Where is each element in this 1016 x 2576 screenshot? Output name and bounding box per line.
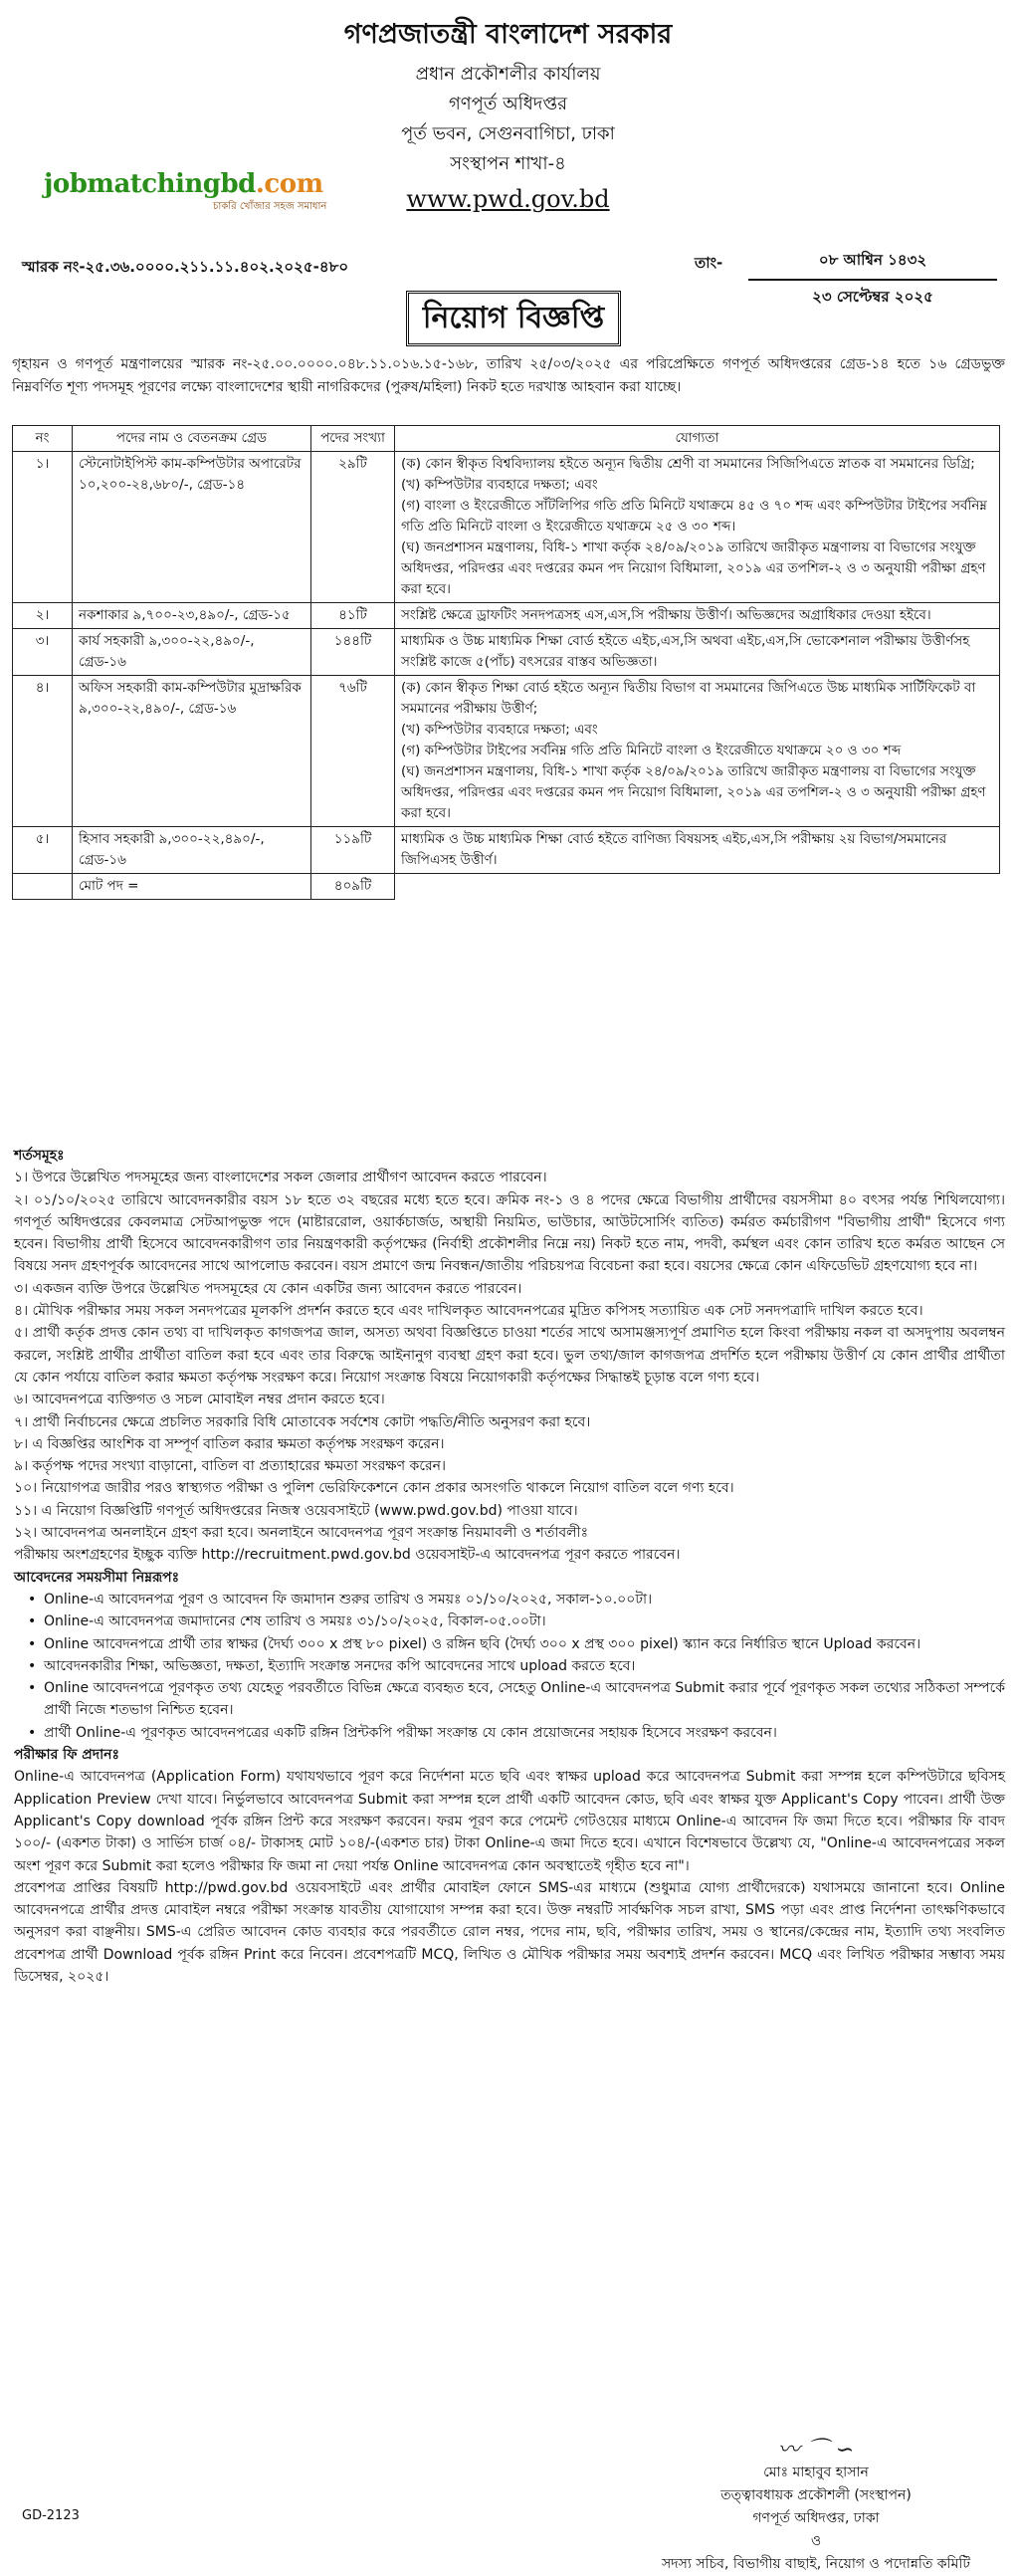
row-count: ১৪৪টি <box>311 629 395 676</box>
conditions-title: শর্তসমূহঃ <box>14 1148 65 1164</box>
table-row <box>13 827 1000 874</box>
logo-brand: jobmatchingbd <box>44 169 256 199</box>
row-post: হিসাব সহকারী ৯,৩০০-২২,৪৯০/-, গ্রেড-১৬ <box>73 827 311 874</box>
row-count: ২৯টি <box>311 452 395 603</box>
signatory-office: গণপূর্ত অধিদপ্তর, ঢাকা <box>752 2510 880 2526</box>
date-box <box>748 244 997 316</box>
row-serial: ১। <box>13 452 73 603</box>
intro-paragraph: গৃহায়ন ও গণপূর্ত মন্ত্রণালয়ের স্মারক নং-২৫.০০.০০০০.০৪৮.১১.০১৬.১৫-১৬৮, তারিখ ২৫/০৩/২০২৫ এর পরিপ্রেক্ষিতে গণপূর্ত অধিদপ্তরের গ্রেড-১৪ হতে ১৬ গ্রেডভুক্ত নিম্নবর্ণিত শূণ্য পদসমূহ পূরণের লক্ষ্যে বাংলাদেশের স্থায়ী নাগরিকদের (পুরুষ/মহিলা) নিকট হতে দরখাস্ত আহবান করা যাচ্ছে। <box>12 356 1005 395</box>
col-post: পদের নাম ও বেতনক্রম গ্রেড <box>73 426 311 452</box>
condition-item: ২। ০১/১০/২০২৫ তারিখে আবেদনকারীর বয়স ১৮ হতে ৩২ বছরের মধ্যে হতে হবে। ক্রমিক নং-১ ও ৪ পদের ক্ষেত্রে বিভাগীয় প্রার্থীদের বয়সসীমা ৪০ বৎসর পর্যন্ত শিথিলযোগ্য। গণপূর্ত অধিদপ্তরের কেবলমাত্র সেটআপভুক্ত পদে (মাষ্টাররোল, ওয়ার্কচার্জড, অস্থায়ী নিয়মিত, ভাউচার, আউটসোর্সিং ব্যতিত) কর্মরত কর্মচারীগণ "বিভাগীয় প্রার্থী" হিসেবে গণ্য হবেন। বিভাগীয় প্রার্থী হিসেবে আবেদনকারীগণ তার নিয়ন্ত্রণকারী কর্তৃপক্ষের (নির্বাহী প্রকৌশলীর নিম্নে নয়) নিকট হতে নাম, পদবী, কর্মস্থল এবং কোন তারিখ হতে কর্মরত আছেন সে বিষয়ে সনদ গ্রহণপূর্বক আবেদনের সাথে আপলোড করবেন। বয়স প্রমাণে জন্ম নিবন্ধন/জাতীয় পরিচয়পত্র বিবেচনা করা হবে। বয়সের ক্ষেত্রে কোন এফিডেভিট গ্রহণযোগ্য হবে না। <box>14 1191 1005 1275</box>
table-row <box>13 603 1000 629</box>
condition-item: ৩। একজন ব্যক্তি উপরে উল্লেখিত পদসমূহের যে কোন একটির জন্য আবেদন করতে পারবেন। <box>14 1280 522 1297</box>
condition-item: ৪। মৌখিক পরীক্ষার সময় সকল সনদপত্রের মূলকপি প্রদর্শন করতে হবে এবং দাখিলকৃত আবেদনপত্রের মুদ্রিত কপিসহ সত্যায়িত এক সেট সনদপত্রাদি দাখিল করতে হবে। <box>14 1303 923 1320</box>
date-label: তাং- <box>695 254 723 272</box>
schedule-item: • Online আবেদনপত্রে প্রার্থী তার স্বাক্ষর (দৈর্ঘ্য ৩০০ x প্রস্থ ৮০ pixel) ও রঙ্গিন ছবি (দৈর্ঘ্য ৩০০ x প্রস্থ ৩০০ pixel) স্ক্যান করে নির্ধারিত স্থানে Upload করবেন। <box>14 1633 1005 1655</box>
watermark-logo <box>44 169 327 212</box>
signatory-designation: তত্ত্বাবধায়ক প্রকৌশলী (সংস্থাপন) <box>720 2487 912 2503</box>
row-post: কার্য সহকারী ৯,৩০০-২২,৪৯০/-, গ্রেড-১৬ <box>73 629 311 676</box>
condition-item: ৭। প্রার্থী নির্বাচনের ক্ষেত্রে প্রচলিত সরকারি বিধি মোতাবেক সর্বশেষ কোটা পদ্ধতি/নীতি অনুসরণ করা হবে। <box>14 1413 591 1430</box>
row-serial: ৪। <box>13 676 73 827</box>
branch-name: সংস্থাপন শাখা-৪ <box>450 153 566 174</box>
signatory-committee: সদস্য সচিব, বিভাগীয় বাছাই, নিয়োগ ও পদোন্নতি কমিটি <box>662 2556 970 2572</box>
condition-item: ১০। নিয়োগপত্র জারীর পরও স্বাস্থ্যগত পরীক্ষা ও পুলিশ ভেরিফিকেশনে কোন প্রকার অসংগতি থাকলে নিয়োগ বাতিল বলে গণ্য হবে। <box>14 1480 734 1497</box>
row-qualification <box>395 452 1000 603</box>
qual-line: (ঘ) জনপ্রশাসন মন্ত্রণালয়, বিধি-১ শাখা কর্তৃক ২৪/০৯/২০১৯ তারিখে জারীকৃত মন্ত্রণালয় বা বিভাগের সংযুক্ত অধিদপ্তর, পরিদপ্তর এবং দপ্তরের কমন পদ নিয়োগ বিধিমালা, ২০১৯ এর তপশিল-২ ও ৩ অনুযায়ী পরীক্ষা গ্রহণ করা হবে। <box>401 539 986 597</box>
row-qualification <box>395 603 1000 629</box>
row-serial: ৫। <box>13 827 73 874</box>
col-count: পদের সংখ্যা <box>311 426 395 452</box>
qual-line: (খ) কম্পিউটার ব্যবহারে দক্ষতা; এবং <box>401 477 598 493</box>
qual-line: (গ) বাংলা ও ইংরেজীতে সাঁটলিপির গতি প্রতি মিনিটে যথাক্রমে ৪৫ ও ৭০ শব্দ এবং কম্পিউটার টাইপের সর্বনিম্ন গতি প্রতি মিনিটে বাংলা ও ইংরেজীতে যথাক্রমে ২৫ ও ৩০ শব্দ। <box>401 498 987 535</box>
row-post: অফিস সহকারী কাম-কম্পিউটার মুদ্রাক্ষরিক ৯,৩০০-২২,৪৯০/-, গ্রেড-১৬ <box>73 676 311 827</box>
row-count: ১১৯টি <box>311 827 395 874</box>
qual-line: (ক) কোন স্বীকৃত বিশ্ববিদ্যালয় হইতে অন্যূন দ্বিতীয় শ্রেণী বা সমমানের সিজিপিএতে স্নাতক বা সমমানের ডিগ্রি; <box>401 456 975 472</box>
posts-table <box>12 425 1000 900</box>
table-row <box>13 629 1000 676</box>
qual-line: (ক) কোন স্বীকৃত শিক্ষা বোর্ড হইতে অন্যূন দ্বিতীয় বিভাগ বা সমমানের জিপিএতে উচ্চ মাধ্যমিক সার্টিফিকেট বা সমমানের পরীক্ষায় উত্তীর্ণ; <box>401 680 976 717</box>
row-post: স্টেনোটাইপিস্ট কাম-কম্পিউটার অপারেটর ১০,২০০-২৪,৬৮০/-, গ্রেড-১৪ <box>73 452 311 603</box>
row-count: ৪১টি <box>311 603 395 629</box>
qual-line: মাধ্যমিক ও উচ্চ মাধ্যমিক শিক্ষা বোর্ড হইতে বাণিজ্য বিষয়সহ এইচ,এস,সি পরীক্ষায় ২য় বিভাগ/সমমানের জিপিএসহ উত্তীর্ণ। <box>401 831 947 868</box>
total-value: ৪০৯টি <box>311 874 395 900</box>
table-header-row <box>13 426 1000 452</box>
col-qualification: যোগ্যতা <box>395 426 1000 452</box>
row-count: ৭৬টি <box>311 676 395 827</box>
footer-code: GD-2123 <box>22 2508 80 2523</box>
col-serial: নং <box>13 426 73 452</box>
row-serial: ২। <box>13 603 73 629</box>
fee-paragraph: Online-এ আবেদনপত্র (Application Form) যথাযথভাবে পূরণ করে নির্দেশনা মতে ছবি এবং স্বাক্ষর upload করে আবেদনপত্র Submit করা সম্পন্ন হলে কম্পিউটারে ছবিসহ Application Preview দেখা যাবে। নির্ভুলভাবে আবেদনপত্র Submit করা সম্পন্ন হলে প্রার্থী একটি আবেদন কোড, ছবি এবং স্বাক্ষর যুক্ত Applicant's Copy পাবেন। প্রার্থী উক্ত Applicant's Copy download পূর্বক রঙ্গিন প্রিন্ট করে সংরক্ষণ করবেন। ফরম পূরণ করে পেমেন্ট গেটওয়ের মাধ্যমে Online-এ আবেদন ফি জমা দিতে হবে। পরীক্ষার ফি বাবদ ১০০/- (একশত টাকা) ও সার্ভিস চার্জ ০৪/- টাকাসহ মোট ১০৪/-(একশত চার) টাকা Online-এ জমা দিতে হবে। এখানে বিশেষভাবে উল্লেখ্য যে, "Online-এ আবেদনপত্রের সকল অংশ পূরণ করে Submit করা হলেও পরীক্ষার ফি জমা না দেয়া পর্যন্ত Online আবেদনপত্র কোন অবস্থাতেই গৃহীত হবে না"। <box>14 1769 1005 1874</box>
office-name: প্রধান প্রকৌশলীর কার্যালয় <box>415 64 601 85</box>
date-english: ২৩ সেপ্টেম্বর ২০২৫ <box>812 288 933 306</box>
condition-item: ৯। কর্তৃপক্ষ পদের সংখ্যা বাড়ানো, বাতিল বা প্রত্যাহারের ক্ষমতা সংরক্ষণ করেন। <box>14 1458 447 1475</box>
date-bangla: ০৮ আশ্বিন ১৪৩২ <box>748 244 997 281</box>
qual-line: মাধ্যমিক ও উচ্চ মাধ্যমিক শিক্ষা বোর্ড হইতে এইচ,এস,সি অথবা এইচ,এস,সি ভোকেশনাল পরীক্ষায় উত্তীর্ণসহ সংশ্লিষ্ট কাজে ৫(পাঁচ) বৎসরের বাস্তব অভিজ্ঞতা। <box>401 633 970 670</box>
signatory-and: ও <box>810 2533 822 2549</box>
admit-paragraph: প্রবেশপত্র প্রাপ্তির বিষয়টি http://pwd.gov.bd ওয়েবসাইটে এবং প্রার্থীর মোবাইল ফোনে SMS-এর মাধ্যমে (শুধুমাত্র যোগ্য প্রার্থীদেরকে) যথাসময়ে জানানো হবে। Online আবেদনপত্রে প্রার্থীর প্রদত্ত মোবাইল নম্বরে পরীক্ষা সংক্রান্ত যাবতীয় যোগাযোগ সম্পন্ন করা হবে। উক্ত নম্বরটি সার্বক্ষণিক সচল রাখা, SMS পড়া এবং প্রাপ্ত নির্দেশনা তাৎক্ষণিকভাবে অনুসরণ করা বাঞ্ছনীয়। SMS-এ প্রেরিত আবেদন কোড ব্যবহার করে পরবর্তীতে রোল নম্বর, পদের নাম, ছবি, পরীক্ষার তারিখ, সময় ও স্থানের/কেন্দ্রের নাম, ইত্যাদি তথ্য সংবলিত প্রবেশপত্র প্রার্থী Download পূর্বক রঙ্গিন Print করে নিবেন। প্রবেশপত্রটি MCQ, লিখিত ও মৌখিক পরীক্ষার সময় অবশ্যই প্রদর্শন করবেন। MCQ এবং লিখিত পরীক্ষার সম্ভাব্য সময় ডিসেম্বর, ২০২৫। <box>14 1879 1005 1985</box>
schedule-item: • আবেদনকারীর শিক্ষা, অভিজ্ঞতা, দক্ষতা, ইত্যাদি সংক্রান্ত সনদের কপি আবেদনের সাথে upload করতে হবে। <box>14 1655 1005 1677</box>
condition-item: ১১। এ নিয়োগ বিজ্ঞপ্তিটি গণপূর্ত অধিদপ্তরের নিজস্ব ওয়েবসাইটে (www.pwd.gov.bd) পাওয়া যাবে। <box>14 1502 578 1519</box>
qual-line: সংশ্লিষ্ট ক্ষেত্রে ড্রাফটিং সনদপত্রসহ এস,এস,সি পরীক্ষায় উত্তীর্ণ। অভিজ্ঞদের অগ্রাধিকার দেওয়া হইবে। <box>401 607 931 623</box>
office-address: পূর্ত ভবন, সেগুনবাগিচা, ঢাকা <box>401 123 615 144</box>
condition-item: ১২। আবেদনপত্র অনলাইনে গ্রহণ করা হবে। অনলাইনে আবেদনপত্র পূরণ সংক্রান্ত নিয়মাবলী ও শর্তাবলীঃ <box>14 1525 589 1542</box>
row-qualification <box>395 827 1000 874</box>
conditions-section <box>14 1145 1005 1988</box>
qual-line: (গ) কম্পিউটার টাইপের সর্বনিম্ন গতি প্রতি মিনিটে বাংলা ও ইংরেজীতে যথাক্রমে ২০ ও ৩০ শব্দ <box>401 743 902 758</box>
row-qualification <box>395 629 1000 676</box>
logo-domain: .com <box>255 169 323 199</box>
schedule-item: • Online-এ আবেদনপত্র জমাদানের শেষ তারিখ ও সময়ঃ ৩১/১০/২০২৫, বিকাল-০৫.০০টা। <box>14 1610 1005 1632</box>
schedule-item: • প্রার্থী Online-এ পূরণকৃত আবেদনপত্রের একটি রঙ্গিন প্রিন্টকপি পরীক্ষা সংক্রান্ত যে কোন প্রয়োজনের সহায়ক হিসেবে সংরক্ষণ করবেন। <box>14 1722 1005 1744</box>
signature-block <box>617 2439 1015 2576</box>
signatory-name: মোঃ মাহাবুব হাসান <box>763 2465 869 2480</box>
condition-item: ৮। এ বিজ্ঞপ্তির আংশিক বা সম্পূর্ণ বাতিল করার ক্ষমতা কর্তৃপক্ষ সংরক্ষণ করেন। <box>14 1435 445 1452</box>
qual-line: (খ) কম্পিউটার ব্যবহারে দক্ষতা; এবং <box>401 722 598 738</box>
department-name: গণপূর্ত অধিদপ্তর <box>448 94 568 114</box>
qual-line: (ঘ) জনপ্রশাসন মন্ত্রণালয়, বিধি-১ শাখা কর্তৃক ২৪/০৯/২০১৯ তারিখে জারীকৃত মন্ত্রণালয় বা বিভাগের সংযুক্ত অধিদপ্তর, পরিদপ্তর এবং দপ্তরের কমন পদ নিয়োগ বিধিমালা, ২০১৯ এর তপশিল-২ ও ৩ অনুযায়ী পরীক্ষা গ্রহণ করা হবে। <box>401 763 986 821</box>
condition-item: ৬। আবেদনপত্রে ব্যক্তিগত ও সচল মোবাইল নম্বর প্রদান করতে হবে। <box>14 1392 385 1408</box>
table-total-row <box>13 874 1000 900</box>
memo-number: স্মারক নং-২৫.৩৬.০০০০.২১১.১১.৪০২.২০২৫-৪৮০ <box>22 258 349 276</box>
logo-tagline: চাকরি খোঁজার সহজ সমাধান <box>213 201 327 212</box>
website-link[interactable]: www.pwd.gov.bd <box>406 185 610 213</box>
notice-title: নিয়োগ বিজ্ঞপ্তি <box>406 291 621 346</box>
condition-item: ৫। প্রার্থী কর্তৃক প্রদত্ত কোন তথ্য বা দাখিলকৃত কাগজপত্র জাল, অসত্য অথবা বিজ্ঞপ্তিতে চাওয়া শর্তের সাথে অসামঞ্জস্যপূর্ণ প্রমাণিত হলে কিংবা পরীক্ষায় নকল বা অসদুপায় অবলম্বন করলে, সংশ্লিষ্ট প্রার্থীর প্রার্থীতা বাতিল করা হবে এবং তার বিরুদ্ধে আইনানুগ ব্যবস্থা গ্রহণ করা হবে। ভুল তথ্য/জাল কাগজপত্র প্রদর্শিত হলে পরীক্ষায় উত্তীর্ণ যে কোন প্রার্থীর প্রার্থীতা যে কোন পর্যায়ে বাতিল করার ক্ষমতা কর্তৃপক্ষ সংরক্ষণ করে। নিয়োগ সংক্রান্ত বিষয়ে নিয়োগকারী কর্তৃপক্ষের সিদ্ধান্তই চূড়ান্ত বলে গণ্য হবে। <box>14 1325 1005 1386</box>
total-label: মোট পদ = <box>73 874 311 900</box>
schedule-item: • Online আবেদনপত্রে পূরণকৃত তথ্য যেহেতু পরবর্তীতে বিভিন্ন ক্ষেত্রে ব্যবহৃত হবে, সেহেতু Online-এ আবেদনপত্র Submit করার পূর্বে পূরণকৃত সকল তথ্যের সঠিকতা সম্পর্কে প্রার্থী নিজে শতভাগ নিশ্চিত হবেন। <box>14 1677 1005 1722</box>
table-row <box>13 452 1000 603</box>
row-qualification <box>395 676 1000 827</box>
condition-item: পরীক্ষায় অংশগ্রহণের ইচ্ছুক ব্যক্তি http://recruitment.pwd.gov.bd ওয়েবসাইট-এ আবেদনপত্র পূরণ করতে পারবেন। <box>14 1547 681 1564</box>
condition-item: ১। উপরে উল্লেখিত পদসমূহের জন্য বাংলাদেশের সকল জেলার প্রার্থীগণ আবেদন করতে পারবেন। <box>14 1170 547 1186</box>
govt-title: গণপ্রজাতন্ত্রী বাংলাদেশ সরকার <box>343 19 673 50</box>
schedule-title: আবেদনের সময়সীমা নিম্নরূপঃ <box>14 1569 180 1586</box>
signature-mark: 〰︎ ⌒ ∽ <box>777 2438 855 2463</box>
fee-title: পরীক্ষার ফি প্রদানঃ <box>14 1747 119 1764</box>
row-post: নকশাকার ৯,৭০০-২৩,৪৯০/-, গ্রেড-১৫ <box>73 603 311 629</box>
row-serial: ৩। <box>13 629 73 676</box>
schedule-item: • Online-এ আবেদনপত্র পূরণ ও আবেদন ফি জমাদান শুরুর তারিখ ও সময়ঃ ০১/১০/২০২৫, সকাল-১০.০০টা। <box>14 1589 1005 1610</box>
table-row <box>13 676 1000 827</box>
